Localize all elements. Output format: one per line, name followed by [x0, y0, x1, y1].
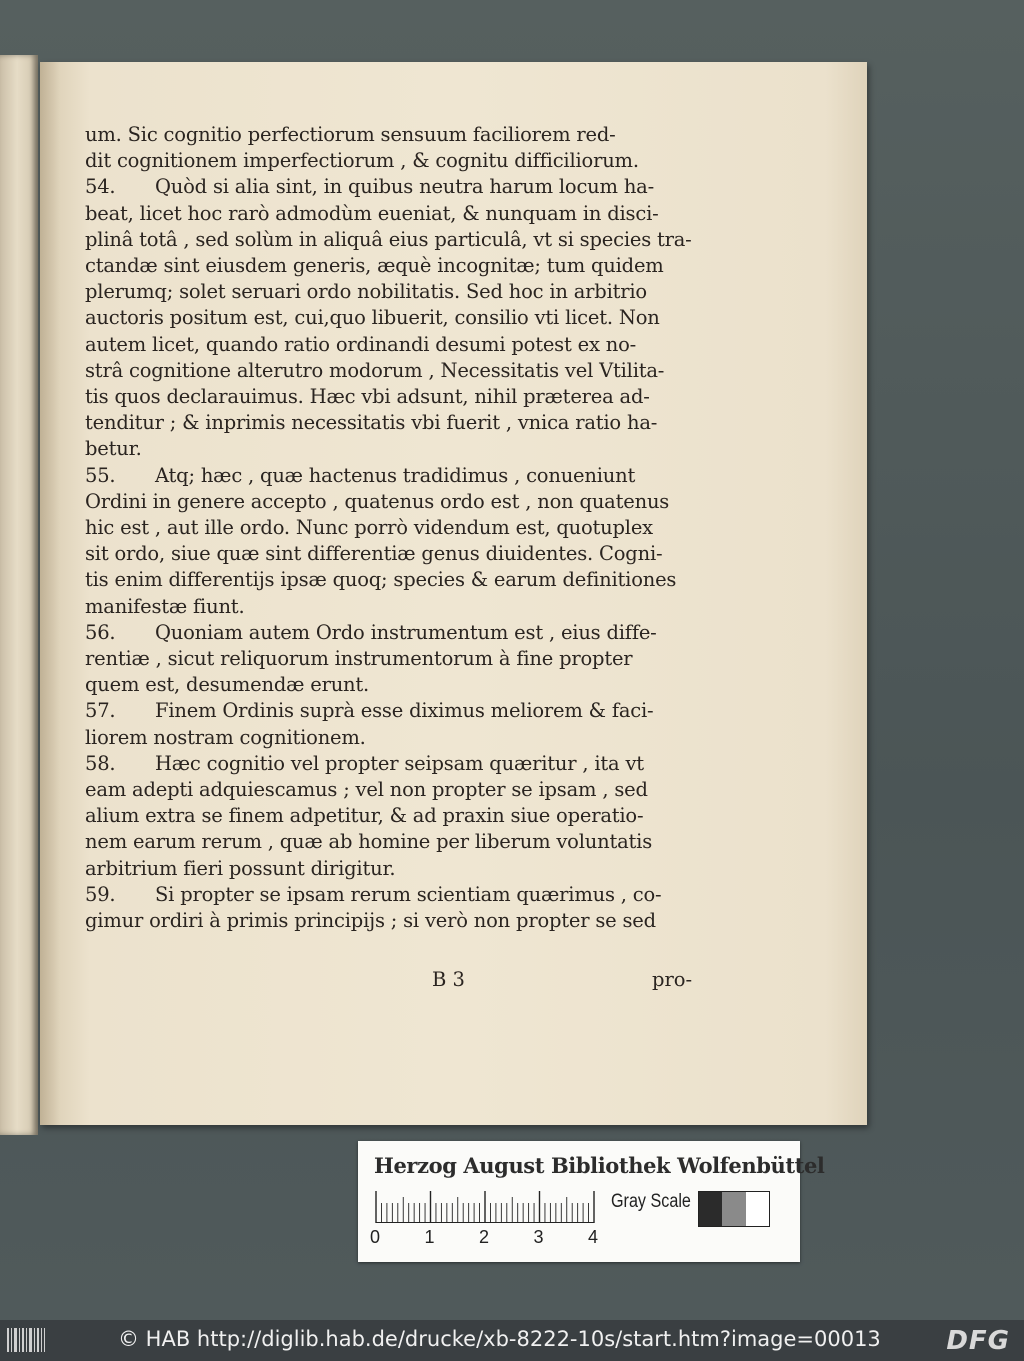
line-text: eam adepti adquiescamus ; vel non propter se ipsam , sed — [85, 778, 648, 801]
signature-mark: B 3 — [432, 968, 465, 991]
gray-scale-label: Gray Scale — [611, 1191, 691, 1212]
text-line — [85, 856, 725, 882]
ruler-number: 0 — [370, 1227, 381, 1247]
line-text: Ordini in genere accepto , quatenus ordo est , non quatenus — [85, 489, 670, 513]
scale-ruler — [374, 1191, 600, 1223]
library-title: Herzog August Bibliothek Wolfenbüttel — [374, 1153, 825, 1178]
text-line — [85, 201, 725, 227]
line-text: auctoris positum est, cui,quo libuerit, consilio vti licet. Non — [85, 306, 660, 330]
text-line — [85, 567, 725, 593]
line-text: beat, licet hoc rarò admodùm eueniat, & nunquam in disci- — [85, 201, 659, 225]
line-text: hic est , aut ille ordo. Nunc porrò videndum est, quotuplex — [85, 516, 653, 539]
line-text: Hæc cognitio vel propter seipsam quæritur , ita vt — [155, 751, 644, 775]
text-line — [85, 174, 725, 200]
ruler-number: 3 — [533, 1227, 544, 1247]
text-line — [85, 751, 725, 777]
line-text: Quoniam autem Ordo instrumentum est , eius diffe- — [155, 620, 657, 644]
line-text: plinâ totâ , sed solùm in aliquâ eius particulâ, vt si species tra- — [85, 227, 692, 251]
text-line — [85, 803, 725, 829]
text-line — [85, 489, 725, 515]
line-text: dit cognitionem imperfectiorum , & cognitu difficiliorum. — [85, 149, 639, 173]
line-text: Finem Ordinis suprà esse diximus meliorem & faci- — [155, 699, 654, 723]
text-line — [85, 463, 725, 489]
line-text: ctandæ sint eiusdem generis, æquè incognitæ; tum quidem — [85, 254, 664, 277]
text-line — [85, 725, 725, 751]
text-line — [85, 358, 725, 384]
paragraph-number: 57. — [85, 699, 116, 723]
line-text: tenditur ; & inprimis necessitatis vbi fuerit , vnica ratio ha- — [85, 411, 658, 435]
line-text: plerumq; solet seruari ordo nobilitatis. Sed hoc in arbitrio — [85, 280, 647, 304]
line-text: rentiæ , sicut reliquorum instrumentorum à fine propter — [85, 647, 633, 670]
line-text: gimur ordiri à primis principijs ; si verò non propter se sed — [85, 909, 656, 932]
line-text: alium extra se finem adpetitur, & ad praxin siue operatio- — [85, 804, 644, 828]
text-line — [85, 620, 725, 646]
text-line — [85, 227, 725, 253]
gray-scale-patches — [698, 1191, 770, 1227]
text-line — [85, 646, 725, 672]
text-line — [85, 384, 725, 410]
catchword: pro- — [652, 968, 693, 991]
barcode-icon — [6, 1326, 46, 1354]
paragraph-number: 54. — [85, 175, 116, 199]
text-line — [85, 436, 725, 462]
line-text: arbitrium fieri possunt dirigitur. — [85, 856, 396, 880]
line-text: quem est, desumendæ erunt. — [85, 673, 370, 697]
text-line — [85, 594, 725, 620]
ruler-number: 4 — [588, 1227, 599, 1247]
line-text: Si propter se ipsam rerum scientiam quærimus , co- — [155, 882, 662, 906]
text-line — [85, 672, 725, 698]
text-line — [85, 410, 725, 436]
text-line — [85, 541, 725, 567]
ruler-number: 1 — [424, 1227, 435, 1247]
footer-bar — [0, 1320, 1024, 1361]
library-label-card — [358, 1141, 825, 1262]
line-text: Atq; hæc , quæ hactenus tradidimus , conueniunt — [155, 463, 636, 487]
ruler-number: 2 — [479, 1227, 490, 1247]
line-text: tis enim differentijs ipsæ quoq; species & earum definitiones — [85, 568, 677, 592]
line-text: sit ordo, siue quæ sint differentiæ genus diuidentes. Cogni- — [85, 542, 663, 566]
gray-patch — [699, 1192, 722, 1226]
line-text: autem licet, quando ratio ordinandi desumi potest ex no- — [85, 332, 637, 356]
text-line — [85, 777, 725, 803]
line-text: liorem nostram cognitionem. — [85, 725, 366, 749]
text-line — [85, 332, 725, 358]
text-line — [85, 698, 725, 724]
copyright-url[interactable]: © HAB http://diglib.hab.de/drucke/xb-8222-10s/start.htm?image=00013 — [118, 1327, 881, 1351]
paragraph-number: 58. — [85, 751, 116, 775]
line-text: tis quos declarauimus. Hæc vbi adsunt, nihil præterea ad- — [85, 385, 650, 408]
text-line — [85, 122, 725, 148]
left-page-edge — [0, 55, 38, 1135]
text-line — [85, 148, 725, 174]
line-text: strâ cognitione alterutro modorum , Necessitatis vel Vtilita- — [85, 358, 665, 382]
line-text: nem earum rerum , quæ ab homine per liberum voluntatis — [85, 830, 653, 854]
line-text: um. Sic cognitio perfectiorum sensuum faciliorem red- — [85, 123, 616, 146]
gray-patch — [722, 1192, 745, 1226]
text-line — [85, 829, 725, 855]
paragraph-number: 59. — [85, 882, 116, 906]
book-page — [40, 62, 867, 1125]
line-text: Quòd si alia sint, in quibus neutra harum locum ha- — [155, 175, 654, 199]
text-line — [85, 305, 725, 331]
text-line — [85, 908, 725, 934]
paragraph-number: 56. — [85, 620, 116, 644]
dfg-logo: DFG — [946, 1326, 1010, 1356]
text-line — [85, 253, 725, 279]
line-text: betur. — [85, 437, 142, 461]
text-line — [85, 515, 725, 541]
text-line — [85, 882, 725, 908]
paragraph-number: 55. — [85, 463, 116, 487]
gray-patch — [746, 1192, 769, 1226]
line-text: manifestæ fiunt. — [85, 594, 245, 618]
text-line — [85, 279, 725, 305]
